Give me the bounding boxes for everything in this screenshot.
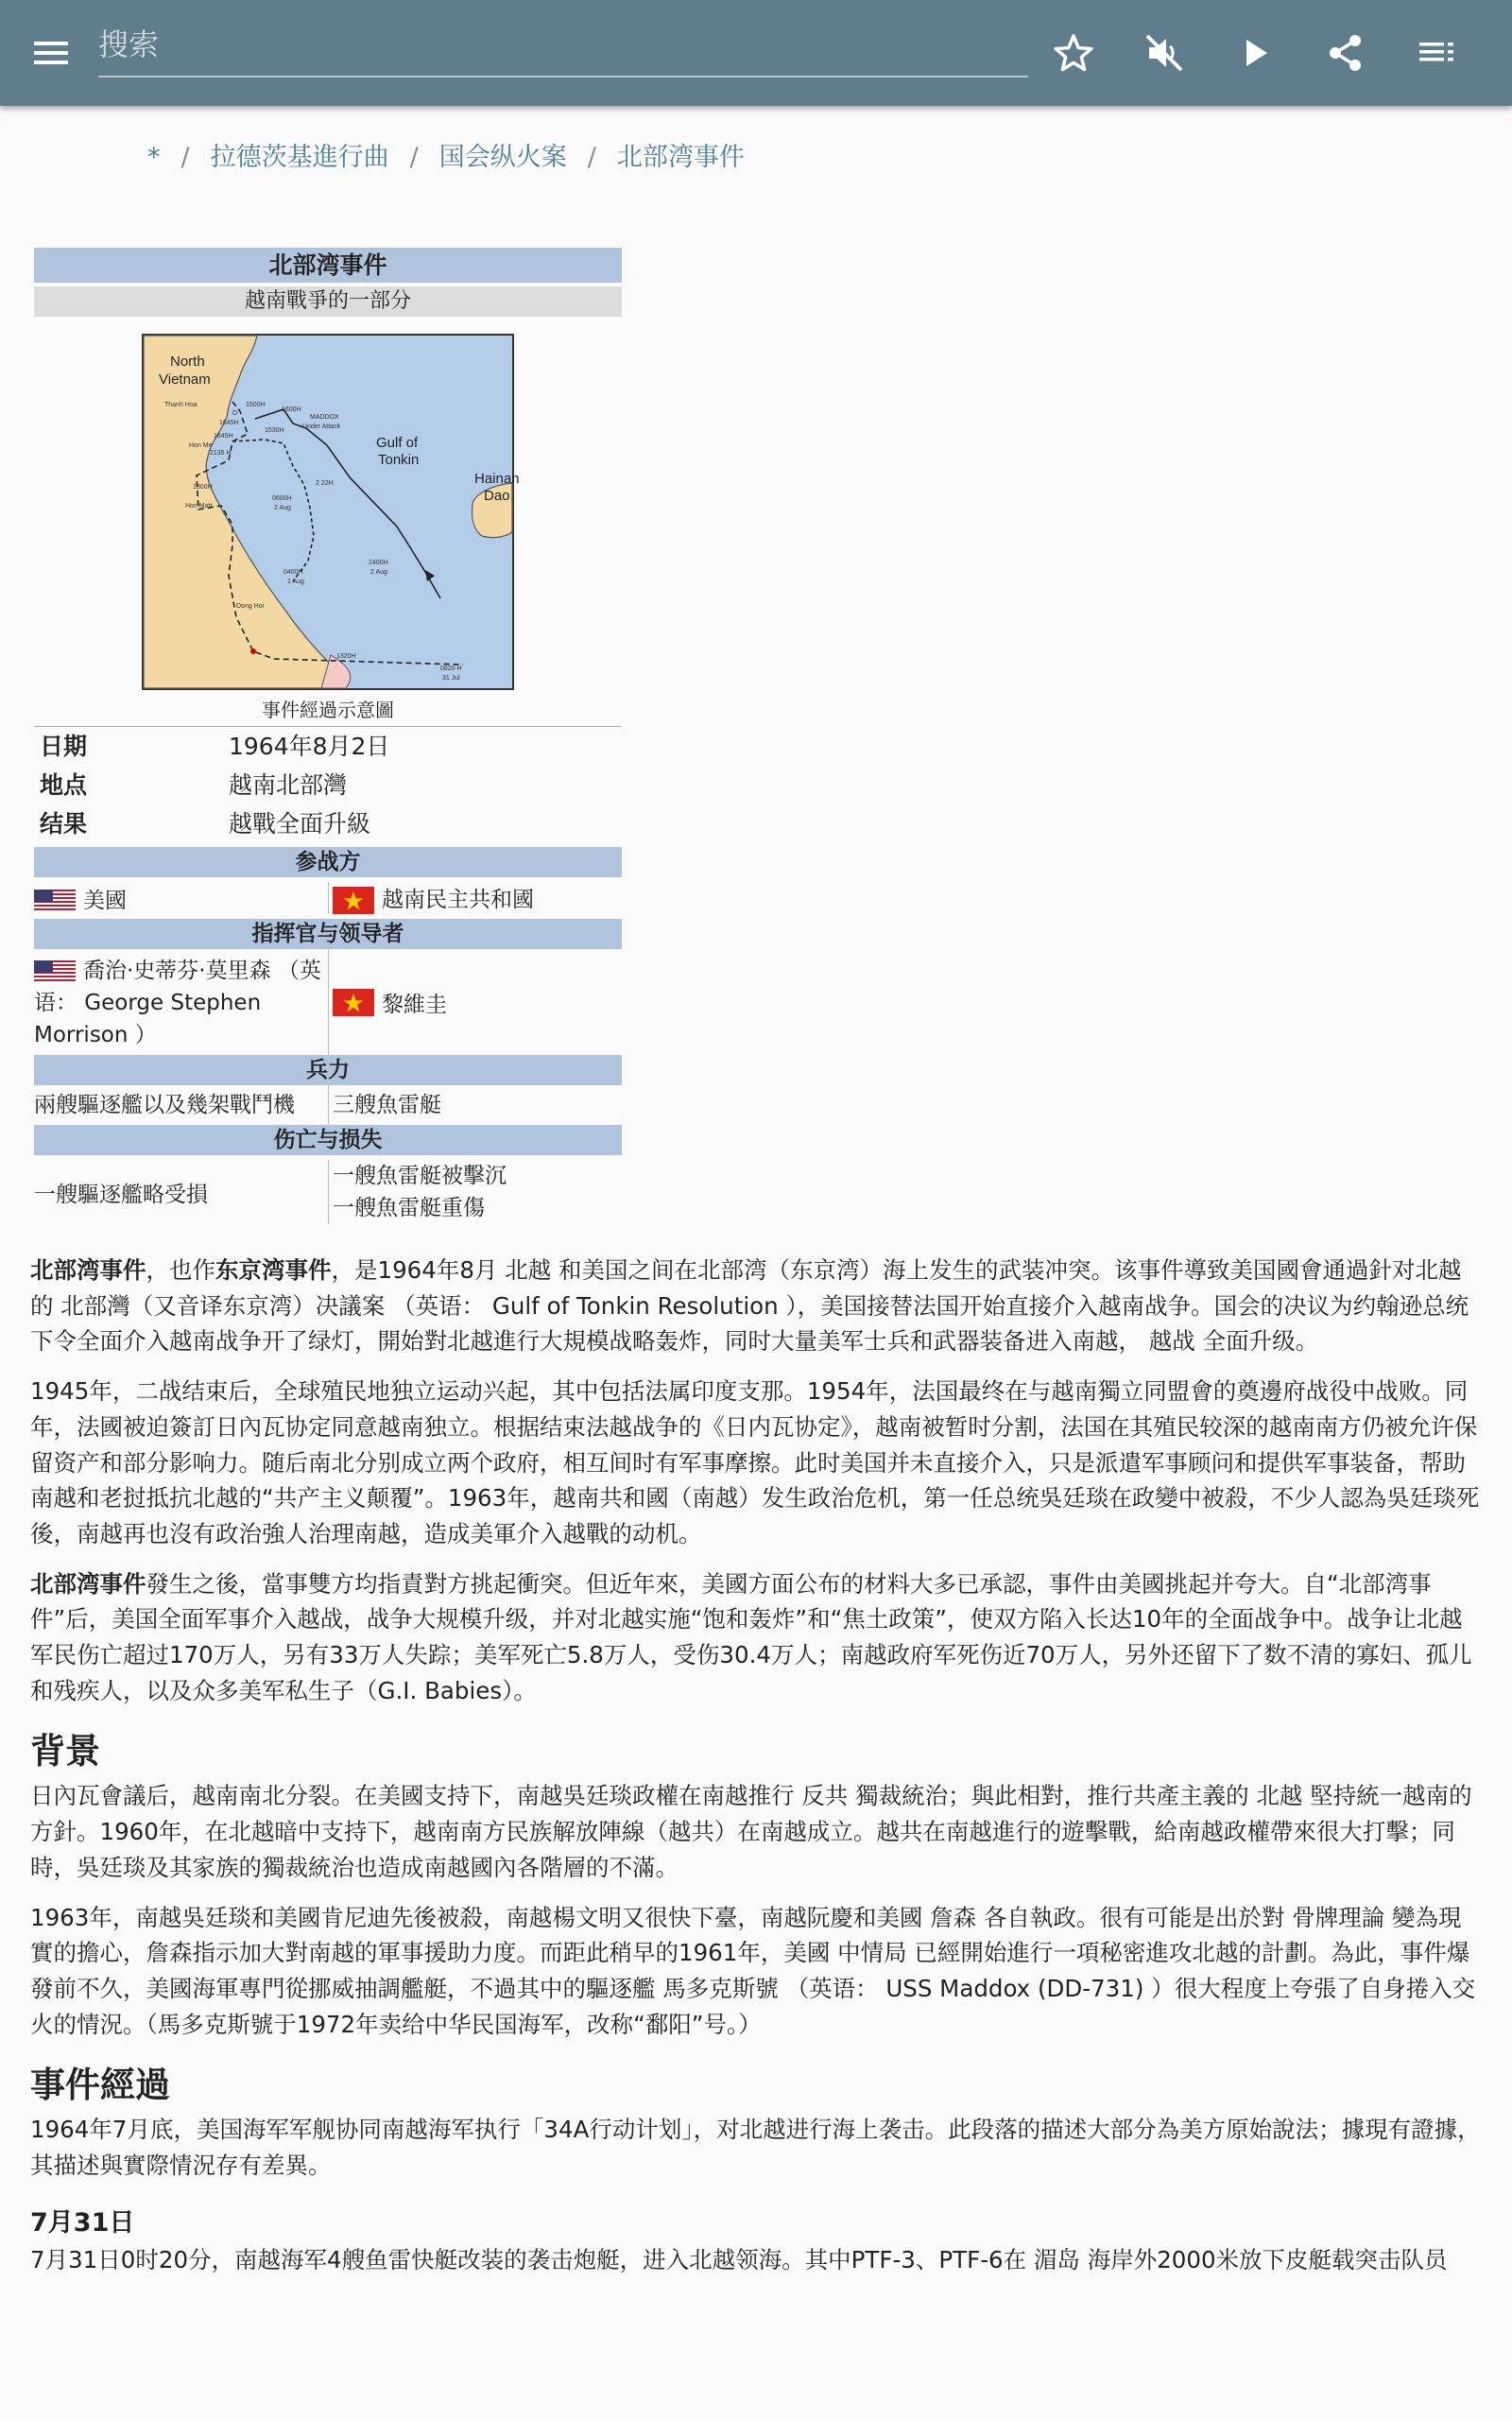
map-label: North <box>170 354 205 370</box>
commander-name[interactable]: 黎維圭 <box>382 992 447 1017</box>
svg-text:2 Aug: 2 Aug <box>370 569 387 576</box>
svg-text:1645H: 1645H <box>214 433 233 440</box>
svg-text:2135 H: 2135 H <box>210 450 232 457</box>
map-label: Hon Me <box>189 442 213 449</box>
map-label: Hon Matt <box>185 503 213 510</box>
paragraph: 1964年7月底，美国海军军舰协同南越海军执行「34A行动计划」，对北越进行海上袭击。此段落的描述大部分為美方原始說法；據現有證據，其描述與實際情況存有差異。 <box>30 2116 1481 2180</box>
map-label: Dao <box>484 488 510 504</box>
belligerent-label[interactable]: 美國 <box>83 888 127 913</box>
svg-text:1 Aug: 1 Aug <box>287 579 304 585</box>
casualties-dprv <box>328 1160 622 1224</box>
menu-icon[interactable] <box>32 34 70 72</box>
casualty-item: 一艘魚雷艇重傷 <box>333 1196 485 1220</box>
commander-dprv <box>328 949 622 1055</box>
paragraph: 7月31日0时20分，南越海军4艘鱼雷快艇改装的袭击炮艇，进入北越领海。其中PTF-3、PTF-6在 湄岛 海岸外2000米放下皮艇载突击队员 <box>30 2245 1448 2273</box>
svg-text:31 Jul: 31 Jul <box>442 675 460 682</box>
commanders-heading: 指挥官与领导者 <box>34 919 622 949</box>
text-span: ，也作 <box>146 1256 215 1284</box>
map-label: Gulf of <box>376 435 419 451</box>
paragraph: 1963年，南越吳廷琰和美國肯尼迪先後被殺，南越楊文明又很快下臺，南越阮慶和美國 詹森 各自執政。很有可能是出於對 骨牌理論 變為現實的擔心，詹森指示加大對南越的軍事援助力度。而距此稍早的1961年，美國 中情局 已經開始進行一項秘密進攻北越的計劃。為此，事件爆發前不久，美國海軍專門從挪威抽調艦艇，不過其中的驅逐艦 馬多克斯號 （英语： USS Maddox (DD-731) ）很大程度上夸張了自身捲入交火的情況。（馬多克斯號于1972年卖给中华民国海军，改称“鄱阳”号。） <box>30 1903 1476 2038</box>
belligerents-row <box>34 877 622 919</box>
us-flag-icon <box>34 960 76 983</box>
infobox-title: 北部湾事件 <box>34 248 622 283</box>
term-bold: 北部湾事件 <box>30 1569 146 1598</box>
breadcrumb-item[interactable]: 国会纵火案 <box>438 143 567 172</box>
infobox-subtitle[interactable]: 越南戰爭的一部分 <box>34 286 622 317</box>
breadcrumb-current[interactable]: 北部湾事件 <box>616 143 745 172</box>
belligerents-heading: 参战方 <box>34 847 622 877</box>
strength-us: 兩艘驅逐艦以及幾架戰鬥機 <box>34 1093 295 1117</box>
svg-text:0820 H: 0820 H <box>440 666 462 672</box>
strength-row <box>34 1085 622 1125</box>
subsection-heading-jul31: 7月31日 <box>30 2207 135 2238</box>
fact-label: 日期 <box>40 733 88 760</box>
map-label: Dong Hoi <box>236 603 265 610</box>
share-icon[interactable] <box>1323 30 1368 76</box>
fact-value[interactable]: 越南北部灣 <box>229 771 348 799</box>
svg-text:0600H: 0600H <box>272 495 292 502</box>
map-label: Thanh Hoa <box>164 402 198 408</box>
star-icon[interactable] <box>1051 30 1096 76</box>
breadcrumb-item[interactable]: 拉德茨基進行曲 <box>210 143 389 172</box>
svg-text:2 22H: 2 22H <box>316 480 334 487</box>
svg-text:1500H: 1500H <box>246 402 266 408</box>
svg-text:0400H: 0400H <box>284 569 303 576</box>
paragraph <box>30 1566 1482 1709</box>
list-icon[interactable] <box>1414 30 1459 76</box>
text-span: ，是1964年8月 北越 和美国之间在北部湾（东京湾）海上发生的武装冲突。该事件導致美国國會通過針对北越的 北部灣（又音译东京湾）决議案 （英语： Gulf of Tonkin Resolution ），美国接替法国开始直接介入越南战争。国会的决议为约翰逊总统下令全面介入越南战争开了绿灯，開始對北越進行大規模战略轰炸，同时大量美军士兵和武器装备进入南越， 越战 全面升级。 <box>30 1256 1469 1356</box>
svg-text:1645H: 1645H <box>219 420 239 426</box>
belligerent-dprv <box>328 882 622 914</box>
search-input[interactable] <box>98 21 1028 68</box>
intro-paragraph <box>30 1253 1482 1359</box>
vietnam-flag-icon <box>333 887 374 914</box>
svg-text:MADDOX: MADDOX <box>310 414 339 421</box>
casualties-row <box>34 1155 622 1229</box>
section-heading-background: 背景 <box>30 1731 100 1772</box>
fact-label: 地点 <box>40 771 88 799</box>
svg-text:1600H: 1600H <box>282 406 301 413</box>
svg-text:1320H: 1320H <box>336 653 356 660</box>
fact-value: 越戰全面升級 <box>229 810 371 838</box>
vietnam-flag-icon <box>333 989 374 1016</box>
term-bold: 北部湾事件 <box>30 1256 146 1284</box>
strength-heading: 兵力 <box>34 1055 622 1085</box>
svg-text:D: D <box>232 410 238 417</box>
map-label: Hainan <box>474 471 520 487</box>
breadcrumb: * / 拉德茨基進行曲 / 国会纵火案 / 北部湾事件 <box>147 143 745 172</box>
fact-value: 1964年8月2日 <box>229 733 390 760</box>
volume-off-icon[interactable] <box>1142 30 1187 76</box>
commander-name[interactable]: 喬治·史蒂芬·莫里森 （英语： George Stephen Morrison ） <box>34 959 321 1047</box>
casualties-heading: 伤亡与损失 <box>34 1125 622 1155</box>
casualties-us: 一艘驅逐艦略受損 <box>34 1182 208 1207</box>
section-heading-events: 事件經過 <box>30 2065 170 2106</box>
article-body <box>30 1253 1482 2291</box>
svg-text:2400H: 2400H <box>369 560 388 566</box>
fact-label: 结果 <box>40 810 88 838</box>
commander-us <box>34 949 328 1051</box>
search-field[interactable] <box>98 21 1028 78</box>
casualty-item: 一艘魚雷艇被擊沉 <box>333 1164 507 1188</box>
play-icon[interactable] <box>1232 30 1278 76</box>
svg-text:1300H: 1300H <box>193 484 213 491</box>
paragraph: 1945年，二战结束后，全球殖民地独立运动兴起，其中包括法属印度支那。1954年，法国最终在与越南獨立同盟會的奠邊府战役中战败。同年，法國被迫簽訂日內瓦协定同意越南独立。根据结束法越战争的《日内瓦协定》，越南被暂时分割，法国在其殖民较深的越南南方仍被允许保留资产和部分影响力。随后南北分别成立两个政府，相互间时有军事摩擦。此时美国并未直接介入，只是派遣军事顾问和提供军事装备，帮助南越和老挝抵抗北越的“共产主义颠覆”。1963年，越南共和國（南越）发生政治危机，第一任总统吳廷琰在政變中被殺，不少人認為吳廷琰死後，南越再也沒有政治強人治理南越，造成美軍介入越戰的动机。 <box>30 1377 1480 1547</box>
map-image[interactable] <box>142 334 520 690</box>
fact-row-location <box>34 766 622 804</box>
text-span: 發生之後，當事雙方均指責對方挑起衝突。但近年來，美國方面公布的材料大多已承認，事件由美國挑起并夸大。自“北部湾事件”后，美国全面军事介入越战，战争大规模升级，并对北越实施“饱和轰炸”和“焦土政策”，使双方陷入长达10年的全面战争中。战争让北越军民伤亡超过170万人，另有33万人失踪；美军死亡5.8万人，受伤30.4万人；南越政府军死伤近70万人，另外还留下了数不清的寡妇、孤儿和残疾人，以及众多美军私生子（G.I. Babies）。 <box>30 1569 1472 1704</box>
map-caption: 事件經過示意圖 <box>34 694 622 727</box>
fact-row-result <box>34 804 622 843</box>
breadcrumb-home[interactable]: * <box>147 143 161 172</box>
paragraph: 日內瓦會議后，越南南北分裂。在美國支持下，南越吳廷琰政權在南越推行 反共 獨裁統治；與此相對，推行共產主義的 北越 堅持統一越南的方針。1960年，在北越暗中支持下，越南南方民族解放陣線（越共）在南越成立。越共在南越進行的遊擊戰，給南越政權帶來很大打擊；同時，吳廷琰及其家族的獨裁統治也造成南越國內各階層的不滿。 <box>30 1782 1472 1881</box>
svg-text:Under Attack: Under Attack <box>302 424 341 430</box>
term-bold: 东京湾事件 <box>215 1256 332 1284</box>
map-label: Vietnam <box>159 372 211 388</box>
svg-text:1530H: 1530H <box>265 427 284 434</box>
strength-dprv: 三艘魚雷艇 <box>328 1085 622 1125</box>
fact-row-date <box>34 727 622 766</box>
us-flag-icon <box>34 890 76 912</box>
svg-text:2 Aug: 2 Aug <box>274 505 291 511</box>
app-bar <box>0 0 1512 106</box>
belligerent-label[interactable]: 越南民主共和國 <box>382 888 534 912</box>
infobox <box>34 248 622 1229</box>
belligerent-us <box>34 883 328 914</box>
commanders-row <box>34 949 622 1055</box>
map-label: Tonkin <box>378 452 420 468</box>
gulf-of-tonkin-map <box>142 334 520 690</box>
